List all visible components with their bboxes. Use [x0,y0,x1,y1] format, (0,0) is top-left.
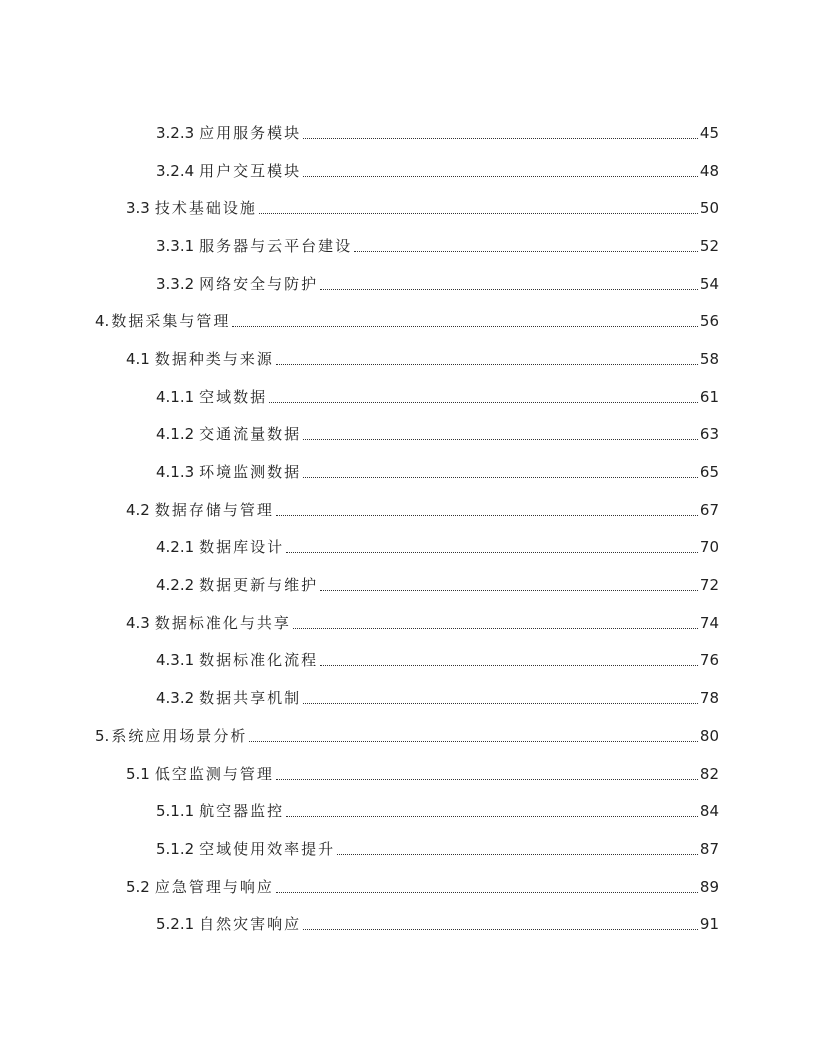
toc-dot-leader [337,839,698,859]
toc-entry-page: 78 [699,689,719,708]
toc-entry-number: 4.2.1 [156,538,195,557]
toc-entry-title: 低空监测与管理 [154,764,274,783]
toc-entry-title: 应用服务模块 [199,123,302,142]
toc-entry-title: 应急管理与响应 [154,877,274,896]
toc-entry-title: 数据种类与来源 [154,349,274,368]
toc-entry-title: 数据存储与管理 [154,500,274,519]
toc-entry-4-2[interactable] [0,491,816,529]
toc-dot-leader [249,726,698,746]
toc-entry-number: 5. [95,726,110,745]
toc-entry-number: 5.1.2 [156,839,195,858]
toc-entry-5-1-2[interactable] [0,830,816,868]
toc-entry-5-2-1[interactable] [0,905,816,943]
toc-entry-3-2-3[interactable] [0,114,816,152]
toc-entry-4-2-2[interactable] [0,566,816,604]
toc-entry-number: 4.1.3 [156,463,195,482]
toc-dot-leader [286,801,698,821]
toc-entry-page: 50 [699,199,719,218]
toc-entry-number: 3.3 [126,199,150,218]
toc-entry-3-3-1[interactable] [0,227,816,265]
toc-entry-page: 65 [699,463,719,482]
toc-entry-4-3[interactable] [0,604,816,642]
toc-entry-title: 网络安全与防护 [199,274,319,293]
toc-dot-leader [276,877,698,897]
toc-entry-4-1[interactable] [0,340,816,378]
toc-entry-number: 5.2.1 [156,915,195,934]
toc-entry-title: 系统应用场景分析 [111,726,248,745]
toc-entry-4-1-2[interactable] [0,416,816,454]
toc-entry-page: 61 [699,387,719,406]
toc-entry-5-1-1[interactable] [0,792,816,830]
toc-entry-page: 72 [699,576,719,595]
toc-entry-number: 4.1.2 [156,425,195,444]
toc-entry-page: 87 [699,839,719,858]
toc-entry-page: 48 [699,161,719,180]
toc-entry-4-3-1[interactable] [0,642,816,680]
toc-entry-page: 89 [699,877,719,896]
toc-dot-leader [303,462,698,482]
toc-entry-page: 63 [699,425,719,444]
toc-dot-leader [320,650,698,670]
toc-entry-number: 4.2.2 [156,576,195,595]
toc-entry-number: 4.1.1 [156,387,195,406]
toc-entry-title: 数据共享机制 [199,689,302,708]
toc-entry-page: 67 [699,500,719,519]
toc-entry-number: 4.3.1 [156,651,195,670]
toc-entry-5-1[interactable] [0,755,816,793]
toc-entry-4-1-1[interactable] [0,378,816,416]
toc-dot-leader [276,349,698,369]
toc-entry-title: 数据标准化与共享 [154,613,291,632]
toc-entry-number: 4.3.2 [156,689,195,708]
toc-entry-3-3[interactable] [0,189,816,227]
toc-entry-page: 54 [699,274,719,293]
toc-entry-3-2-4[interactable] [0,152,816,190]
toc-entry-number: 3.3.1 [156,236,195,255]
toc-entry-number: 3.2.4 [156,161,195,180]
toc-entry-title: 数据标准化流程 [199,651,319,670]
toc-entry-number: 4.3 [126,613,150,632]
toc-dot-leader [303,123,698,143]
toc-entry-number: 4.2 [126,500,150,519]
toc-entry-5-2[interactable] [0,868,816,906]
toc-dot-leader [303,914,698,934]
toc-dot-leader [286,537,698,557]
toc-entry-4-1-3[interactable] [0,453,816,491]
toc-entry-5[interactable] [0,717,816,755]
toc-entry-3-3-2[interactable] [0,265,816,303]
toc-entry-title: 数据更新与维护 [199,576,319,595]
toc-entry-number: 5.1.1 [156,802,195,821]
toc-entry-title: 数据库设计 [199,538,285,557]
toc-dot-leader [276,764,698,784]
toc-entry-number: 5.1 [126,764,150,783]
toc-dot-leader [303,688,698,708]
toc-entry-page: 80 [699,726,719,745]
toc-dot-leader [269,387,698,407]
toc-entry-title: 空域数据 [199,387,268,406]
toc-entry-number: 3.3.2 [156,274,195,293]
toc-dot-leader [276,500,698,520]
toc-entry-title: 航空器监控 [199,802,285,821]
toc-entry-number: 4. [95,312,110,331]
toc-entry-page: 58 [699,349,719,368]
toc-entry-number: 4.1 [126,349,150,368]
toc-dot-leader [320,274,698,294]
toc-entry-page: 84 [699,802,719,821]
toc-entry-title: 技术基础设施 [154,199,257,218]
toc-entry-title: 用户交互模块 [199,161,302,180]
toc-dot-leader [293,613,698,633]
toc-dot-leader [320,575,698,595]
toc-entry-number: 3.2.3 [156,123,195,142]
toc-entry-number: 5.2 [126,877,150,896]
toc-entry-page: 70 [699,538,719,557]
toc-entry-4[interactable] [0,302,816,340]
toc-entry-page: 74 [699,613,719,632]
toc-entry-title: 交通流量数据 [199,425,302,444]
toc-entry-title: 空域使用效率提升 [199,839,336,858]
toc-entry-title: 数据采集与管理 [111,312,231,331]
toc-entry-title: 环境监测数据 [199,463,302,482]
toc-dot-leader [303,161,698,181]
toc-dot-leader [259,198,698,218]
toc-entry-page: 76 [699,651,719,670]
toc-entry-4-2-1[interactable] [0,529,816,567]
toc-dot-leader [354,236,698,256]
toc-dot-leader [232,311,698,331]
toc-entry-page: 56 [699,312,719,331]
toc-dot-leader [303,424,698,444]
toc-entry-title: 服务器与云平台建设 [199,236,353,255]
toc-entry-page: 45 [699,123,719,142]
toc-entry-page: 82 [699,764,719,783]
toc-entry-page: 91 [699,915,719,934]
toc-entry-page: 52 [699,236,719,255]
toc-entry-4-3-2[interactable] [0,679,816,717]
toc-entry-title: 自然灾害响应 [199,915,302,934]
table-of-contents [0,114,816,943]
